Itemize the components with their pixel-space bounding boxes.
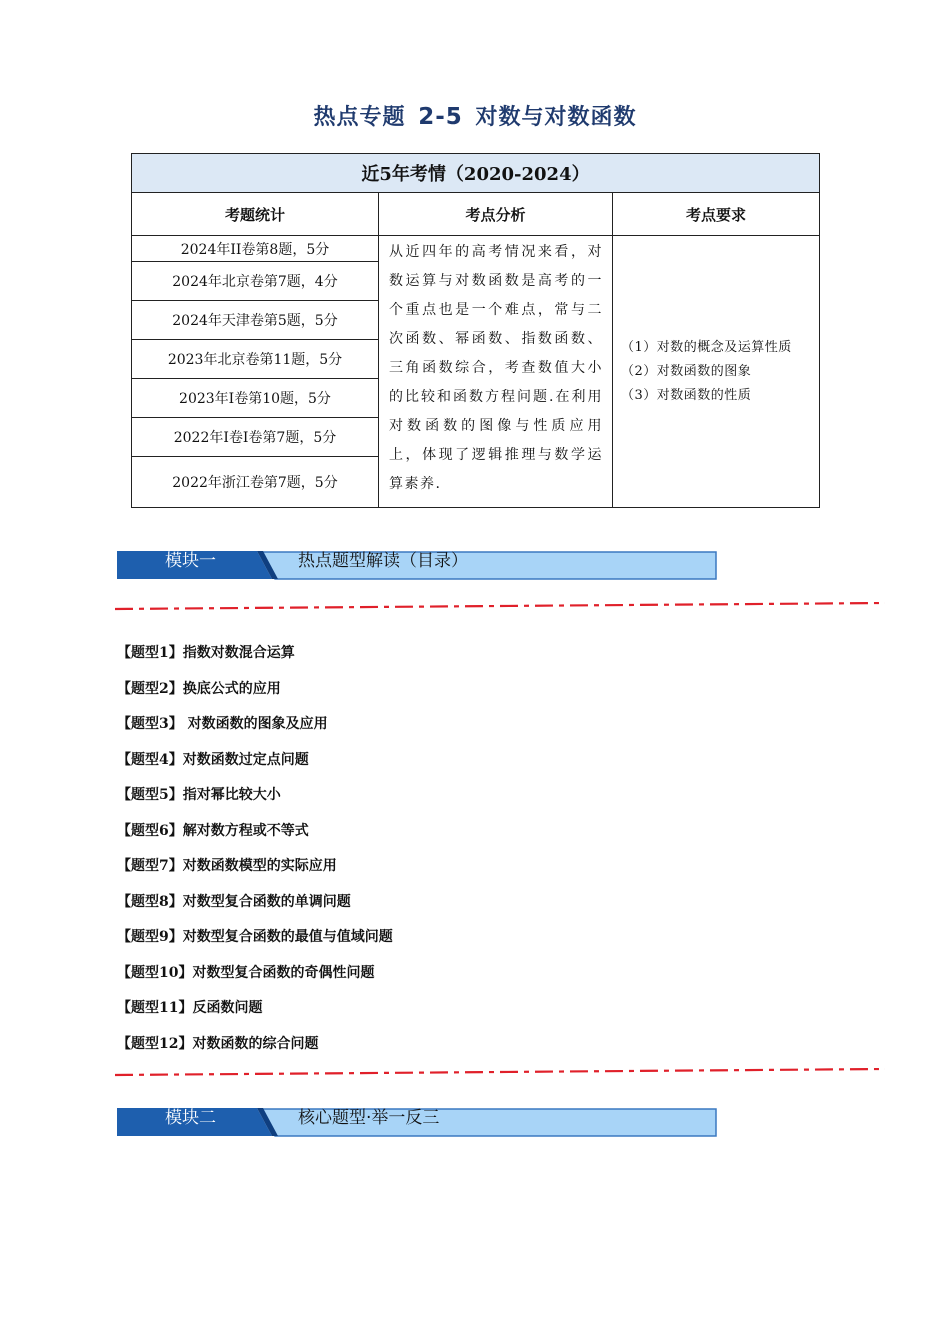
exam-row: 2023年北京卷第11题，5分 [132,340,379,379]
toc-item[interactable]: 【题型4】对数函数过定点问题 [117,751,309,768]
exam-stats-table [131,153,820,508]
module-banner-2 [117,1106,717,1136]
exam-row: 2022年I卷I卷第7题，5分 [132,418,379,457]
requirements-list [613,236,820,508]
exam-row: 2024年天津卷第5题，5分 [132,301,379,340]
toc-item[interactable]: 【题型8】对数型复合函数的单调问题 [117,893,351,910]
title-prefix: 热点专题 [313,105,406,130]
toc-item[interactable]: 【题型2】换底公式的应用 [117,680,281,697]
module-label: 模块一 [165,551,216,571]
module-title: 核心题型·举一反三 [298,1108,440,1128]
toc-item[interactable]: 【题型3】 对数函数的图象及应用 [117,716,328,732]
toc-item[interactable]: 【题型1】指数对数混合运算 [117,645,295,661]
toc-item[interactable]: 【题型7】对数函数模型的实际应用 [117,858,337,874]
title-suffix: 对数与对数函数 [475,105,637,130]
toc-item[interactable]: 【题型5】指对幂比较大小 [117,787,281,803]
header-requirements: 考点要求 [613,193,820,236]
toc-item[interactable]: 【题型9】对数型复合函数的最值与值域问题 [117,929,393,945]
requirement-item: （2）对数函数的图象 [621,363,752,379]
exam-row: 2024年II卷第8题，5分 [132,236,379,262]
title-number: 2-5 [418,104,463,130]
toc-item[interactable]: 【题型6】解对数方程或不等式 [117,822,309,839]
module-banner-1 [117,549,717,579]
toc-item[interactable]: 【题型10】对数型复合函数的奇偶性问题 [117,964,375,981]
module-label: 模块二 [165,1108,216,1128]
exam-row: 2024年北京卷第7题，4分 [132,262,379,301]
header-analysis: 考点分析 [379,193,613,236]
requirement-item: （3）对数函数的性质 [621,387,752,403]
toc-item[interactable]: 【题型12】对数函数的综合问题 [117,1035,319,1052]
exam-row: 2023年I卷第10题，5分 [132,379,379,418]
exam-row: 2022年浙江卷第7题，5分 [132,457,379,508]
toc-list [117,642,817,1068]
module-title: 热点题型解读（目录） [298,551,468,571]
header-exam-stats: 考题统计 [132,193,379,236]
requirement-item: （1）对数的概念及运算性质 [621,339,792,355]
toc-item[interactable]: 【题型11】反函数问题 [117,1000,263,1016]
table-caption: 近5年考情（2020-2024） [132,154,820,193]
analysis-text: 从近四年的高考情况来看，对数运算与对数函数是高考的一个重点也是一个难点，常与二次函数、幂函数、指数函数、三角函数综合，考查数值大小的比较和函数方程问题.在利用对数函数的图像与性质应用上，体现了逻辑推理与数学运算素养. [379,236,613,508]
page-title [0,100,950,131]
red-dash-divider [113,1066,888,1078]
red-dash-divider [113,600,888,612]
